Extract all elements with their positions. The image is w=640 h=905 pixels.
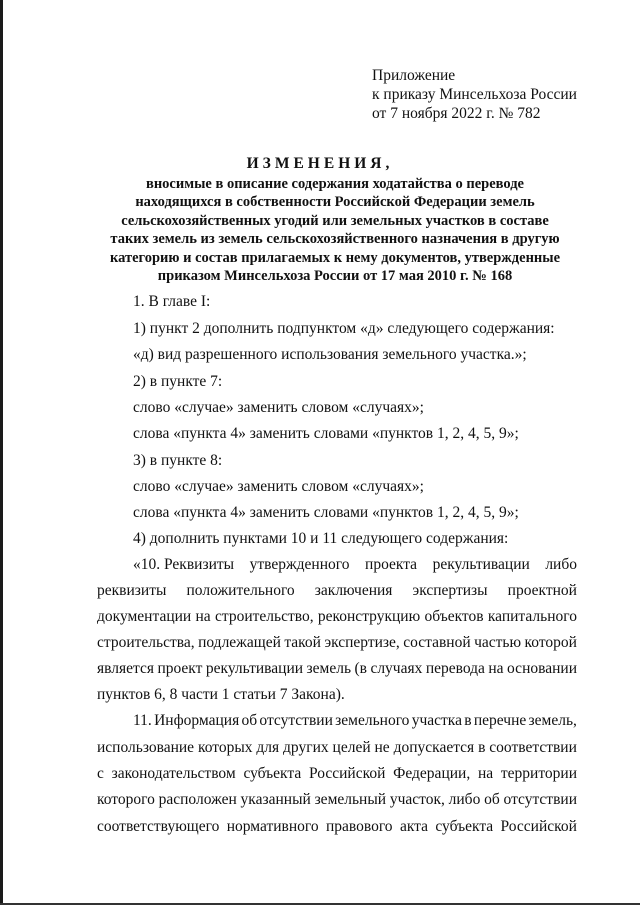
word: не bbox=[374, 739, 390, 756]
para10-line bbox=[97, 660, 577, 678]
word: использование bbox=[97, 739, 195, 756]
para11-line bbox=[97, 791, 577, 809]
word: нормативного bbox=[226, 818, 319, 835]
word: строительство, bbox=[215, 608, 314, 625]
word: субъекта bbox=[435, 818, 494, 835]
para11-line bbox=[97, 765, 577, 783]
word: соответствующего bbox=[97, 818, 220, 835]
amendment-item: 3) в пункте 8: bbox=[133, 452, 223, 469]
word: отсутствии bbox=[259, 712, 333, 729]
word: является bbox=[97, 660, 154, 677]
word: строительства, bbox=[97, 634, 195, 651]
word: земель bbox=[306, 660, 352, 677]
word: рекультивации bbox=[205, 660, 304, 677]
chapter-heading: 1. В главе I: bbox=[133, 293, 211, 310]
word: указанный bbox=[240, 791, 311, 808]
subtitle-line: находящихся в собственности Российской Федерации земель bbox=[135, 194, 535, 211]
word: земельного bbox=[335, 712, 410, 729]
para10-line bbox=[97, 582, 577, 600]
word: об bbox=[241, 712, 258, 729]
amendment-item: 4) дополнить пунктами 10 и 11 следующего содержания: bbox=[133, 530, 509, 547]
amendment-item: слова «пункта 4» заменить словами «пунктов 1, 2, 4, 5, 9»; bbox=[133, 504, 519, 521]
header-line-3: от 7 ноября 2022 г. № 782 bbox=[372, 105, 541, 122]
word: заключения bbox=[314, 582, 393, 599]
subtitle-line: приказом Минсельхоза России от 17 мая 2010 г. № 168 bbox=[157, 268, 513, 285]
para10-line bbox=[97, 608, 577, 626]
subtitle-line: категорию и состав прилагаемых к нему документов, утвержденные bbox=[109, 249, 561, 266]
document-subtitle bbox=[92, 175, 578, 285]
word: перевода bbox=[425, 660, 485, 677]
scan-edge-left bbox=[0, 0, 3, 905]
subtitle-line: сельскохозяйственных угодий или земельных участков в составе bbox=[121, 212, 549, 229]
amendment-item: слово «случае» заменить словом «случаях»; bbox=[133, 478, 424, 495]
amendment-item: 2) в пункте 7: bbox=[133, 373, 223, 390]
word: участка bbox=[411, 712, 462, 729]
word: в bbox=[464, 712, 472, 729]
word: составной bbox=[403, 634, 471, 651]
word: Федерации, bbox=[393, 765, 471, 782]
para10-line: пунктов 6, 8 части 1 статьи 7 Закона). bbox=[97, 686, 345, 703]
word: на bbox=[488, 660, 504, 677]
word: экспертизы bbox=[412, 582, 488, 599]
word: основании bbox=[507, 660, 577, 677]
word: Информация bbox=[154, 712, 240, 729]
amendment-item: 1) пункт 2 дополнить подпунктом «д» следующего содержания: bbox=[133, 320, 555, 337]
word: положительного bbox=[186, 582, 295, 599]
amendment-item: слово «случае» заменить словом «случаях»; bbox=[133, 399, 424, 416]
word: перечне bbox=[473, 712, 527, 729]
word: реквизиты bbox=[97, 582, 167, 599]
header-line-2: к приказу Минсельхоза России bbox=[372, 86, 577, 103]
word: подлежащей bbox=[198, 634, 281, 651]
word: такой bbox=[284, 634, 321, 651]
word: которого bbox=[97, 791, 155, 808]
word: субъекта bbox=[243, 765, 302, 782]
para11-line bbox=[97, 818, 577, 836]
word: проект bbox=[157, 660, 203, 677]
word: капитального bbox=[487, 608, 577, 625]
word: законодательством bbox=[111, 765, 236, 782]
word: с bbox=[97, 765, 104, 782]
word: которых bbox=[197, 739, 253, 756]
word: в bbox=[478, 739, 486, 756]
word: рекультивации bbox=[432, 556, 530, 573]
word: земельный bbox=[314, 791, 387, 808]
word: соответствии bbox=[489, 739, 577, 756]
word: допускается bbox=[393, 739, 475, 756]
amendment-item: «д) вид разрешенного использования земельного участка.»; bbox=[133, 346, 527, 363]
word: акта bbox=[399, 818, 428, 835]
word: «10. Реквизиты bbox=[133, 556, 235, 573]
word: земель, bbox=[528, 712, 577, 729]
header-line-1: Приложение bbox=[372, 67, 456, 84]
word: случаях bbox=[370, 660, 423, 677]
word: (в bbox=[354, 660, 367, 677]
para10-line bbox=[133, 556, 577, 574]
word: на bbox=[195, 608, 211, 625]
word: об bbox=[484, 791, 500, 808]
amendment-item: слова «пункта 4» заменить словами «пунктов 1, 2, 4, 5, 9»; bbox=[133, 425, 519, 442]
word: правового bbox=[325, 818, 393, 835]
subtitle-line: вносимые в описание содержания ходатайства о переводе bbox=[146, 176, 524, 192]
para10-line bbox=[97, 634, 577, 652]
word: расположен bbox=[158, 791, 237, 808]
word: проекта bbox=[365, 556, 418, 573]
word: проектной bbox=[507, 582, 577, 599]
subtitle-line: таких земель из земель сельскохозяйственного назначения в другую bbox=[110, 231, 560, 248]
para11-line bbox=[133, 712, 577, 730]
word: 11. bbox=[133, 712, 152, 729]
word: Российской bbox=[500, 818, 577, 835]
word: частью bbox=[474, 634, 522, 651]
word: участок, bbox=[389, 791, 445, 808]
document-title: ИЗМЕНЕНИЯ, bbox=[246, 155, 394, 172]
word: экспертизе, bbox=[324, 634, 400, 651]
word: Российской bbox=[308, 765, 386, 782]
word: целей bbox=[332, 739, 371, 756]
word: объектов bbox=[424, 608, 484, 625]
word: на bbox=[477, 765, 494, 782]
appendix-header bbox=[372, 66, 577, 123]
word: утвержденного bbox=[249, 556, 350, 573]
word: документации bbox=[97, 608, 192, 625]
word: отсутствии bbox=[503, 791, 577, 808]
word: реконструкцию bbox=[317, 608, 421, 625]
word: которой bbox=[524, 634, 577, 651]
word: либо bbox=[545, 556, 577, 573]
para11-line bbox=[97, 739, 577, 757]
word: других bbox=[283, 739, 329, 756]
word: территории bbox=[500, 765, 577, 782]
word: либо bbox=[448, 791, 481, 808]
word: для bbox=[256, 739, 280, 756]
